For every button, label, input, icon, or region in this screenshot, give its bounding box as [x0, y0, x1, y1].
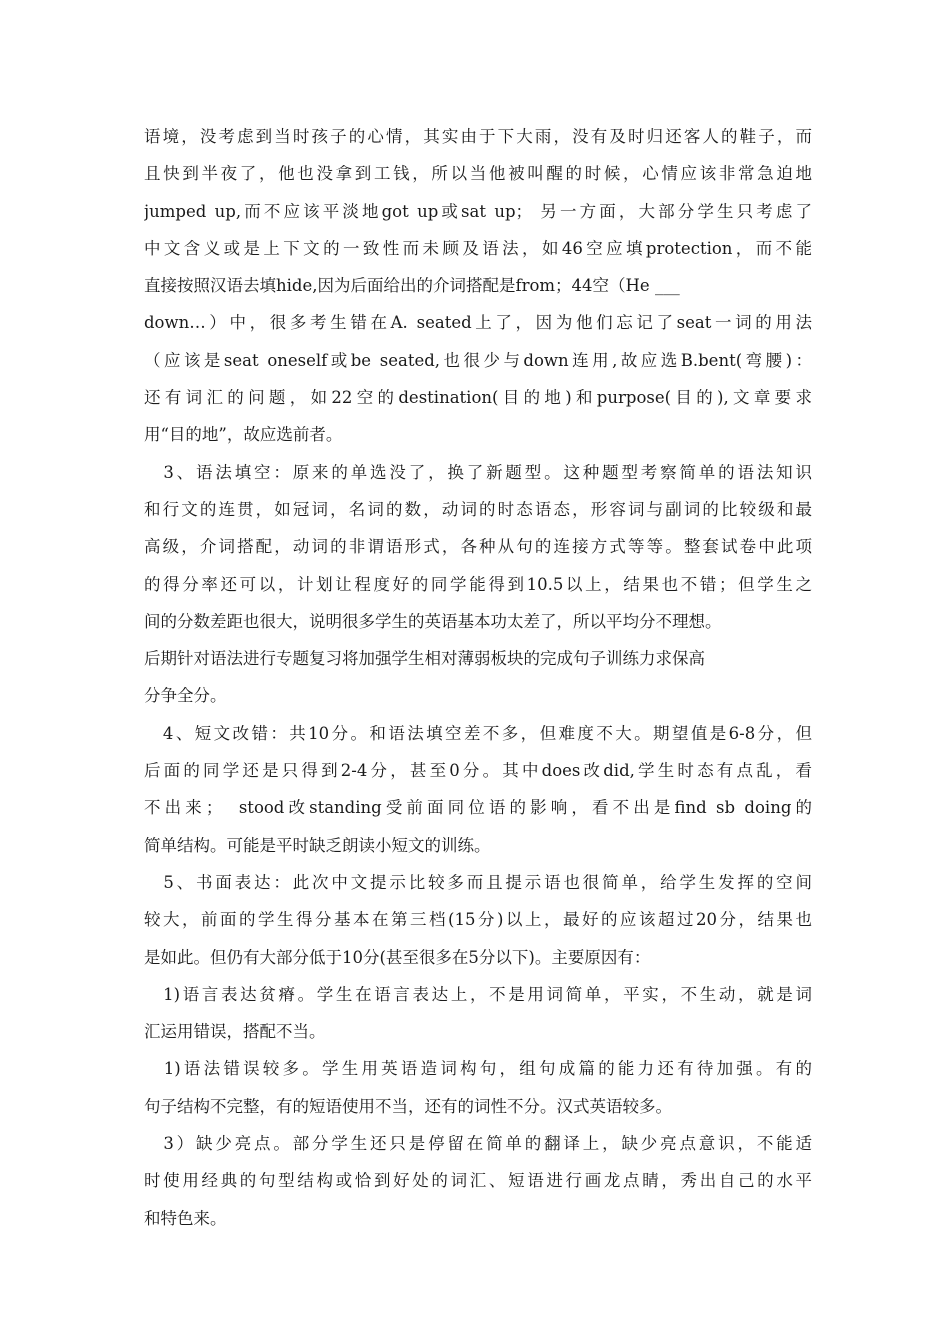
text-line: 间的分数差距也很大，说明很多学生的英语基本功太差了，所以平均分不理想。	[144, 611, 722, 631]
text-line: 后期针对语法进行专题复习将加强学生相对薄弱板块的完成句子训练力求保高	[144, 649, 705, 669]
text-line: 时使用经典的句型结构或恰到好处的词汇、短语进行画龙点睛，秀出自己的水平	[144, 1171, 812, 1191]
text-line: 和行文的连贯，如冠词，名词的数，动词的时态语态，形容词与副词的比较级和最	[144, 499, 812, 519]
text-line: 3、语法填空：原来的单选没了，换了新题型。这种题型考察简单的语法知识	[144, 462, 812, 482]
text-line: 高级，介词搭配，动词的非谓语形式，各种从句的连接方式等等。整套试卷中此项	[144, 537, 812, 557]
text-line: 后面的同学还是只得到2-4分，甚至0分。其中does改did,学生时态有点乱，看	[144, 761, 812, 781]
text-line: 中文含义或是上下文的一致性而未顾及语法，如46空应填protection，而不能	[144, 238, 812, 258]
text-line: 语境，没考虑到当时孩子的心情，其实由于下大雨，没有及时归还客人的鞋子，而	[144, 127, 812, 146]
text-line: down…）中，很多考生错在A. seated上了，因为他们忘记了seat一词的用法	[144, 313, 812, 333]
text-line: 不出来； stood改standing受前面同位语的影响，看不出是find sb doing的	[144, 798, 812, 818]
text-line: 是如此。但仍有大部分低于10分(甚至很多在5分以下)。主要原因有：	[144, 947, 651, 967]
text-line: 且快到半夜了，他也没拿到工钱，所以当他被叫醒的时候，心情应该非常急迫地	[144, 164, 812, 184]
text-line: jumped up,而不应该平淡地got up或sat up； 另一方面，大部分学生只考虑了	[144, 201, 812, 221]
text-line: 的得分率还可以，计划让程度好的同学能得到10.5以上，结果也不错；但学生之	[144, 574, 812, 594]
document-body	[144, 118, 812, 1237]
text-line: 4、短文改错：共10分。和语法填空差不多，但难度不大。期望值是6-8分，但	[144, 723, 812, 743]
text-line: 3）缺少亮点。部分学生还只是停留在简单的翻译上，缺少亮点意识，不能适	[144, 1134, 812, 1154]
text-line: 用“目的地”，故应选前者。	[144, 425, 343, 445]
text-line: 1)语言表达贫瘠。学生在语言表达上，不是用词简单，平实，不生动，就是词	[144, 984, 812, 1004]
text-line: 汇运用错误，搭配不当。	[144, 1022, 326, 1042]
text-line: 分争全分。	[144, 686, 227, 706]
text-line: 和特色来。	[144, 1208, 227, 1228]
text-line: 5、书面表达：此次中文提示比较多而且提示语也很简单，给学生发挥的空间	[144, 872, 812, 892]
text-line: 直接按照汉语去填hide,因为后面给出的介词搭配是from；44空（He ___	[144, 276, 680, 296]
text-line: 简单结构。可能是平时缺乏朗读小短文的训练。	[144, 835, 491, 855]
text-line: 句子结构不完整，有的短语使用不当，还有的词性不分。汉式英语较多。	[144, 1096, 672, 1116]
text-line: （应该是seat oneself或be seated,也很少与down连用,故应选B.bent(弯腰)：	[144, 350, 812, 370]
text-line: 较大，前面的学生得分基本在第三档(15分)以上，最好的应该超过20分，结果也	[144, 910, 812, 930]
text-line: 还有词汇的问题，如22空的destination(目的地)和purpose(目的),文章要求	[144, 388, 812, 408]
text-line: 1)语法错误较多。学生用英语造词构句，组句成篇的能力还有待加强。有的	[144, 1059, 812, 1079]
